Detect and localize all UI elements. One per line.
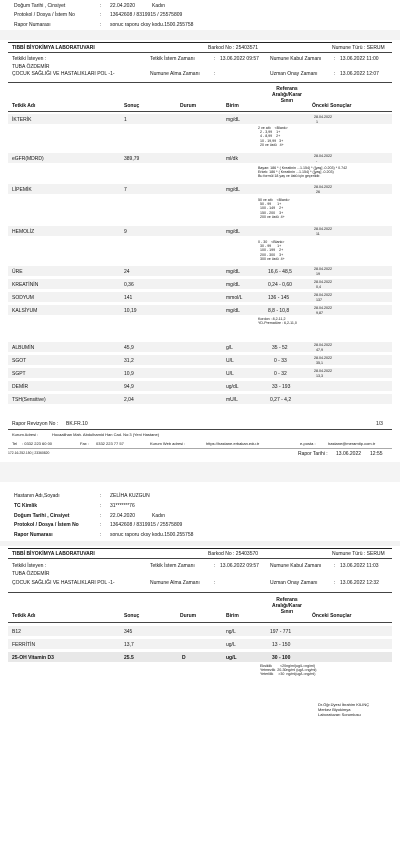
col-status: Durum <box>180 613 197 619</box>
table-row <box>8 184 392 194</box>
row-name: KREATİNİN <box>12 282 39 288</box>
row-unit: ml/dk <box>226 156 238 162</box>
protocol-label: Protokol / Dosya / İstem No <box>14 12 75 18</box>
prev-date: 28.04.2022 <box>314 154 332 158</box>
department: ÇOCUK SAĞLIĞI VE HASTALIKLARI POL -1- <box>12 580 115 586</box>
accept-time-label: Numune Kabul Zamanı <box>270 563 322 569</box>
doctor-name: TUBA ÖZDEMİR <box>12 64 50 70</box>
row-unit: mg/dL <box>226 282 240 288</box>
col-status: Durum <box>180 103 197 109</box>
row-result: 25.5 <box>124 655 134 661</box>
page-separator <box>0 30 400 40</box>
row-result: 389,79 <box>124 156 140 162</box>
row-name: SGPT <box>12 371 26 377</box>
row-result: 45,9 <box>124 345 134 351</box>
colon: : <box>100 493 102 499</box>
prev-value: 13,3 <box>316 374 323 378</box>
row-ref: 30 - 100 <box>272 655 291 661</box>
row-name: SGOT <box>12 358 27 364</box>
row-name: KALSİYUM <box>12 308 38 314</box>
report-no-label: Rapor Numarası <box>14 532 53 538</box>
colon: : <box>100 22 102 28</box>
prev-value: 11 <box>316 232 320 236</box>
request-time-label: Tetkik İstem Zamanı <box>150 56 195 62</box>
colon: : <box>214 56 216 62</box>
accept-time: 13.06.2022 11:00 <box>340 56 379 62</box>
row-ref: 13 - 150 <box>272 642 291 648</box>
request-time: 13.06.2022 09:57 <box>220 56 259 62</box>
web-label: Kurum Web adresi : <box>150 441 186 446</box>
page-separator <box>0 541 400 546</box>
approve-time: 13.06.2022 12:32 <box>340 580 379 586</box>
prev-value: 35,1 <box>316 361 323 365</box>
colon: : <box>334 563 336 569</box>
barcode: Barkod No : 25403571 <box>208 45 259 51</box>
table-row <box>8 292 392 302</box>
divider <box>8 622 392 623</box>
table-row <box>8 626 392 636</box>
ikterik-note: 2 ve altı <Blank> 2 - 3,99 1+ 4 - 8,99 2+ 10 - 19,99 3+ 20 ve üstü 4+ <box>258 126 288 147</box>
row-ref: 0,24 - 0,60 <box>268 282 292 288</box>
sample-time-label: Numune Alma Zamanı <box>150 580 200 586</box>
divider <box>8 592 392 593</box>
table-row <box>8 381 392 391</box>
row-result: 24 <box>124 269 130 275</box>
web-value: https://hastane.erbakan.edu.tr <box>206 441 260 446</box>
col-unit: Birim <box>226 613 239 619</box>
table-row <box>8 305 392 315</box>
prev-date: 28.04.2022 <box>314 369 332 373</box>
row-name: ALBUMİN <box>12 345 35 351</box>
row-unit: mg/dL <box>226 117 240 123</box>
col-ref: Referans Aralığı/Karar Sınırı <box>271 597 302 615</box>
divider <box>8 558 392 559</box>
revision-label: Rapor Revizyon No : <box>12 421 59 427</box>
prev-date: 28.04.2022 <box>314 343 332 347</box>
ip-info: 172.16.252.150 | 23360820 <box>8 451 50 455</box>
report-no-value: sonuc raporu cksy kodu.1500.255758 <box>110 22 194 28</box>
table-row <box>8 279 392 289</box>
colon: : <box>100 503 102 509</box>
lab-title: TIBBİ BİYOKİMYA LABORATUVARI <box>12 45 95 51</box>
row-result: 7 <box>124 187 127 193</box>
row-name: ÜRE <box>12 269 23 275</box>
patient-name: ZELİHA KUZGUN <box>110 493 150 499</box>
report-no-label: Rapor Numarası <box>14 22 51 28</box>
dob-value: 22.04.2020 <box>110 513 136 519</box>
row-unit: mg/dL <box>226 269 240 275</box>
report-time: 12:55 <box>370 451 383 457</box>
protocol-value: 13642608 / 8319915 / 25575809 <box>110 12 183 18</box>
row-ref: 8,8 - 10,8 <box>268 308 290 314</box>
dob-value: 22.04.2020 <box>110 3 136 9</box>
table-row <box>8 368 392 378</box>
row-ref: 16,6 - 48,5 <box>268 269 292 275</box>
page-gap <box>0 462 400 482</box>
row-name: SODYUM <box>12 295 34 301</box>
vitd-note: Eksiklik <20ng/ml(ug/L=ng/ml) Yetmezlik 20-30ng/ml (ug/L=ng/ml) Yeterlilik >30 ng/ml(ug/L=ng/ml) <box>260 664 317 677</box>
prev-value: 47,9 <box>316 348 323 352</box>
row-result: 13,7 <box>124 642 134 648</box>
colon: : <box>334 71 336 77</box>
kalsiyum-note: Kordon : 8,2-11,2 YD-Prematüre : 6,2-11,0 <box>258 317 297 326</box>
row-unit: ug/L <box>226 642 236 648</box>
prev-date: 28.04.2022 <box>314 306 332 310</box>
gender-value: Kadın <box>152 3 166 9</box>
email-label: e-posta : <box>300 441 316 446</box>
tel-value: : 0332 223 60 00 <box>22 441 53 446</box>
doctor-name: TUBA ÖZDEMİR <box>12 571 50 577</box>
request-time: 13.06.2022 09:57 <box>220 563 259 569</box>
row-unit: mg/dL <box>226 229 240 235</box>
approve-time: 13.06.2022 12:07 <box>340 71 379 77</box>
row-name: LİPEMİK <box>12 187 32 193</box>
row-result: 0,36 <box>124 282 134 288</box>
row-result: 2,04 <box>124 397 134 403</box>
table-row <box>8 652 392 662</box>
row-name: TSH(Sensitive) <box>12 397 46 403</box>
row-ref: 0 - 32 <box>274 371 287 377</box>
colon: : <box>214 563 216 569</box>
divider <box>8 548 392 549</box>
prev-value: 26 <box>316 190 320 194</box>
row-ref: 197 - 771 <box>270 629 292 635</box>
approve-label: Uzman Onay Zamanı <box>270 71 318 77</box>
patient-name-label: Hastanın Adı,Soyadı <box>14 493 60 499</box>
row-unit: ug/L <box>226 655 237 661</box>
colon: : <box>100 532 102 538</box>
row-unit: U/L <box>226 358 234 364</box>
protocol-label: Protokol / Dosya / İstem No <box>14 522 79 528</box>
address-label: Kurum Adresi : <box>12 432 39 437</box>
colon: : <box>100 522 102 528</box>
row-name: 25-OH Vitamin D3 <box>12 655 54 661</box>
prev-date: 28.04.2022 <box>314 267 332 271</box>
prev-value: 137 <box>316 298 322 302</box>
row-ref: 136 - 145 <box>268 295 290 301</box>
fax-label: Fax : <box>80 441 89 446</box>
gender-value: Kadın <box>152 513 166 519</box>
requester-label: Tetkiki İsteyen : <box>12 563 47 569</box>
col-prev: Önceki Sonuçlar <box>312 103 352 109</box>
row-result: 31,2 <box>124 358 134 364</box>
row-unit: U/L <box>226 371 234 377</box>
colon: : <box>334 580 336 586</box>
colon: : <box>334 56 336 62</box>
row-name: HEMOLİZ <box>12 229 35 235</box>
sample-type: Numune Türü : SERUM <box>332 551 385 557</box>
row-result: 10,19 <box>124 308 137 314</box>
divider <box>8 111 392 112</box>
lab-title: TIBBİ BİYOKİMYA LABORATUVARI <box>12 551 95 557</box>
row-unit: ug/dL <box>226 384 239 390</box>
department: ÇOCUK SAĞLIĞI VE HASTALIKLARI POL -1- <box>12 71 115 77</box>
accept-time-label: Numune Kabul Zamanı <box>270 56 322 62</box>
row-result: 1 <box>124 117 127 123</box>
row-name: eGFR(MDRD) <box>12 156 44 162</box>
report-date-label: Rapor Tarihi : <box>298 451 328 457</box>
colon: : <box>100 513 102 519</box>
tc-value: 31*******76 <box>110 503 135 509</box>
hemoliz-note: 0 - 30 <Blank> 30 - 99 1+ 100 - 199 2+ 200 - 300 3+ 300 ve üstü 4+ <box>258 240 285 261</box>
table-row <box>8 226 392 236</box>
fax-value: 0332 223 77 57 <box>96 441 124 446</box>
row-unit: ng/L <box>226 629 236 635</box>
prev-value: 1 <box>316 120 318 124</box>
email-value: hastane@meramtip.com.tr <box>328 441 376 446</box>
divider <box>8 82 392 83</box>
colon: : <box>100 3 102 9</box>
lipemik-note: 50 ve altı <Blank> 50 - 99 1+ 100 - 149 2+ 150 - 200 3+ 200 ve üstü 4+ <box>258 198 290 219</box>
colon: : <box>214 71 216 77</box>
prev-value: - <box>316 159 318 163</box>
divider <box>8 429 392 430</box>
colon: : <box>100 12 102 18</box>
row-unit: mg/dL <box>226 308 240 314</box>
egfr-note: Bayan: 186 * ( Kreatinin ...1.154) * ([yaş] -0.203) * 0.742 Erkek: 186 * ( Kreatinin ...1.154) * ([yaş] -0.203) Bu formül 18 yaş ve üstü için geçerlidir. <box>258 166 348 179</box>
signature-line3: Laboratuvarı Sorumlusu <box>318 712 361 717</box>
col-result: Sonuç <box>124 613 140 619</box>
report-no-value: sonuc raporu cksy kodu.1500.255758 <box>110 532 194 538</box>
prev-value: 19 <box>316 272 320 276</box>
row-unit: g/L <box>226 345 233 351</box>
protocol-value: 13642608 / 8319915 / 25575809 <box>110 522 183 528</box>
row-status: D <box>182 655 186 661</box>
col-unit: Birim <box>226 103 239 109</box>
table-row <box>8 153 392 163</box>
prev-value: 0,4 <box>316 285 321 289</box>
signature-line2: Merkez Biyokimya <box>318 707 351 712</box>
row-name: B12 <box>12 629 21 635</box>
table-row <box>8 342 392 352</box>
row-result: 141 <box>124 295 133 301</box>
col-prev: Önceki Sonuçlar <box>312 613 352 619</box>
row-ref: 0 - 33 <box>274 358 287 364</box>
dob-label: Doğum Tarihi , Cinsiyet <box>14 513 70 519</box>
row-ref: 0,27 - 4,2 <box>270 397 292 403</box>
prev-date: 28.04.2022 <box>314 115 332 119</box>
form-code: BK.FR.10 <box>66 421 88 427</box>
row-result: 345 <box>124 629 133 635</box>
row-ref: 33 - 193 <box>272 384 291 390</box>
divider <box>8 448 392 449</box>
row-name: İKTERİK <box>12 117 32 123</box>
row-unit: mg/dL <box>226 187 240 193</box>
prev-date: 28.04.2022 <box>314 280 332 284</box>
colon: : <box>214 580 216 586</box>
col-ref: Referans Aralığı/Karar Sınırı <box>271 86 302 104</box>
col-test: Tetkik Adı <box>12 103 36 109</box>
divider <box>8 52 392 53</box>
sample-time-label: Numune Alma Zamanı <box>150 71 200 77</box>
requester-label: Tetkiki İsteyen : <box>12 56 47 62</box>
row-result: 94,9 <box>124 384 134 390</box>
prev-date: 28.04.2022 <box>314 185 332 189</box>
prev-date: 28.04.2022 <box>314 293 332 297</box>
row-name: DEMİR <box>12 384 29 390</box>
request-time-label: Tetkik İstem Zamanı <box>150 563 195 569</box>
approve-label: Uzman Onay Zamanı <box>270 580 318 586</box>
barcode: Barkod No : 25403570 <box>208 551 259 557</box>
prev-date: 28.04.2022 <box>314 227 332 231</box>
prev-value: 9,87 <box>316 311 323 315</box>
row-unit: mU/L <box>226 397 238 403</box>
signature-line1: Dr.Öğr.Üyesi İbrahim KILINÇ <box>318 702 370 707</box>
row-result: 10,9 <box>124 371 134 377</box>
page-number: 1/3 <box>376 421 383 427</box>
dob-label: Doğum Tarihi , Cinsiyet <box>14 3 66 9</box>
sample-type: Numune Türü : SERUM <box>332 45 385 51</box>
accept-time: 13.06.2022 11:03 <box>340 563 379 569</box>
row-name: FERRİTİN <box>12 642 36 648</box>
table-row <box>8 394 392 404</box>
col-test: Tetkik Adı <box>12 613 36 619</box>
divider <box>8 42 392 43</box>
row-ref: 35 - 52 <box>272 345 288 351</box>
tel-label: Tel <box>12 441 18 446</box>
row-unit: mmol/L <box>226 295 243 301</box>
prev-date: 28.04.2022 <box>314 356 332 360</box>
report-date: 13.06.2022 <box>336 451 362 457</box>
table-row <box>8 266 392 276</box>
address-value: Hocaalihan Mah. Abdulhamid Han Cad. No:3 (Yeni Hastane) <box>52 432 160 437</box>
table-row <box>8 114 392 124</box>
table-row <box>8 639 392 649</box>
tc-label: TC Kimlik <box>14 503 38 509</box>
col-result: Sonuç <box>124 103 140 109</box>
row-result: 9 <box>124 229 127 235</box>
table-row <box>8 355 392 365</box>
